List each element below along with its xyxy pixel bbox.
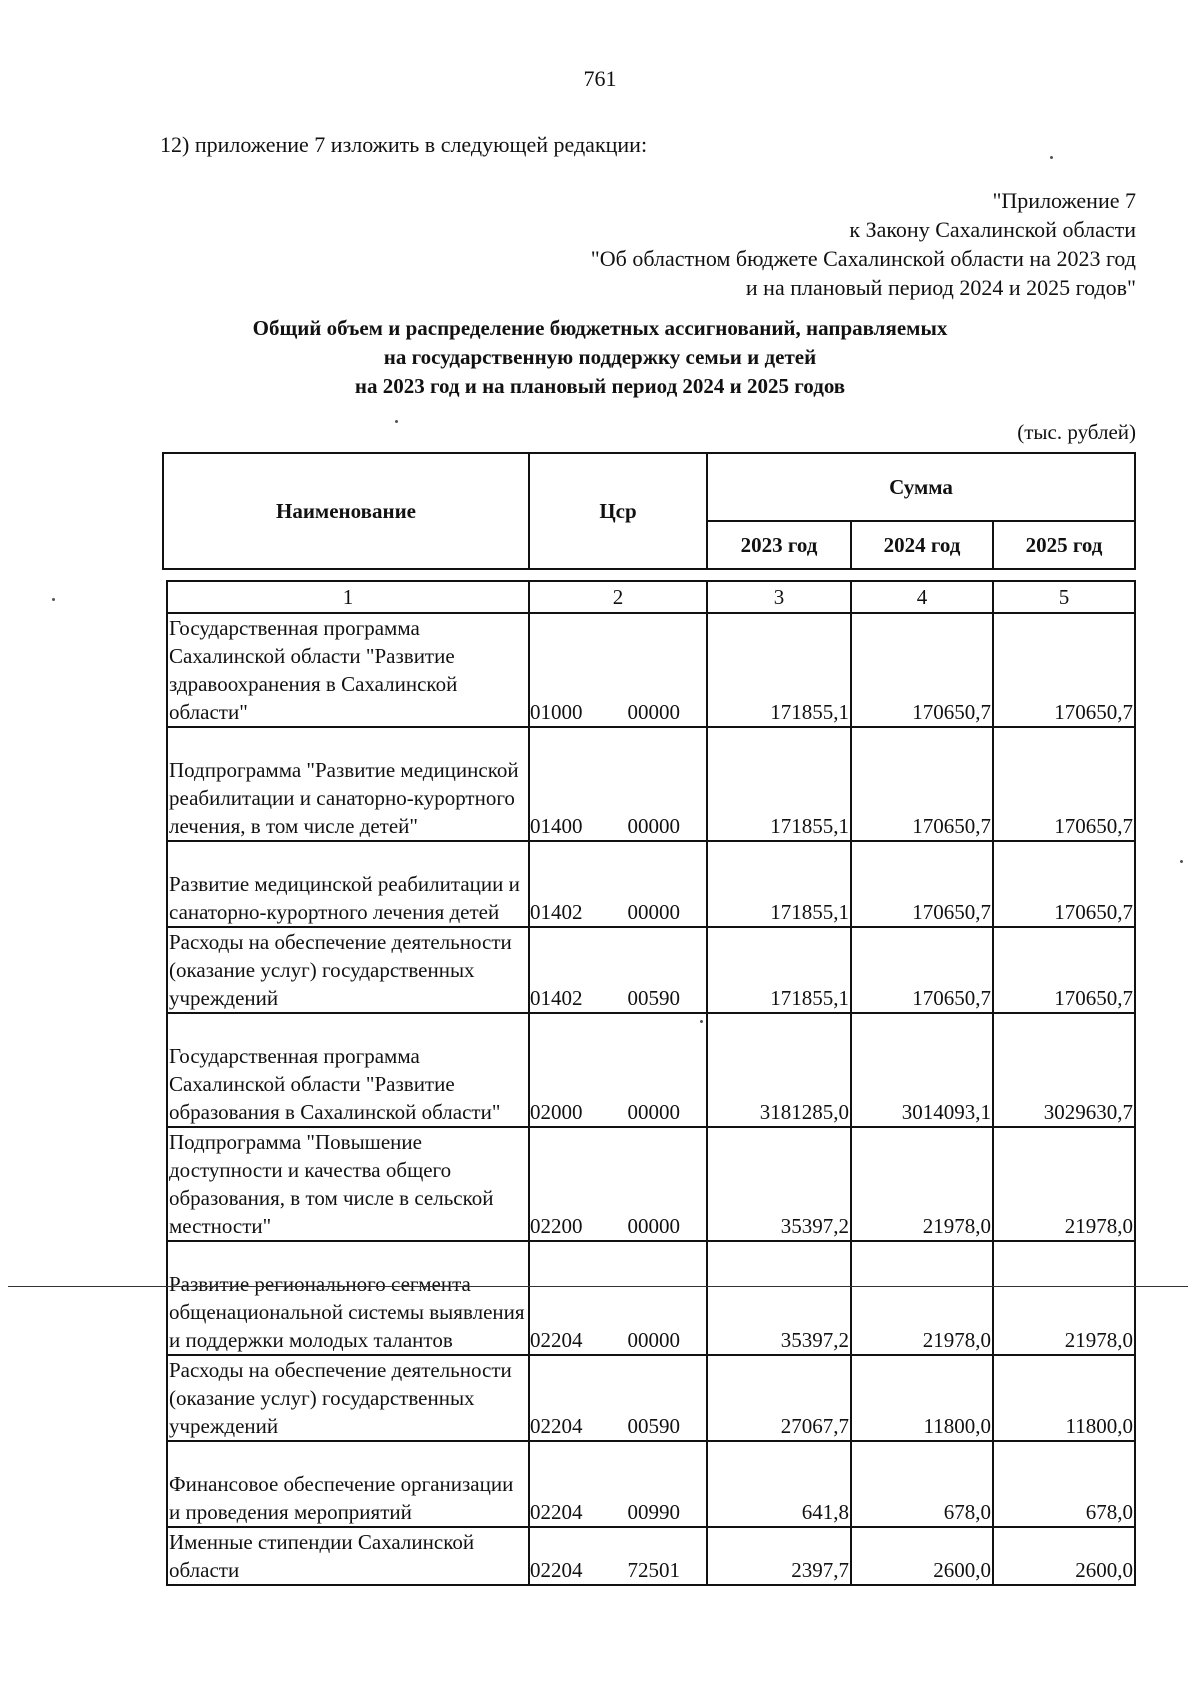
scan-speck [395, 420, 398, 423]
header-year-2025: 2025 год [993, 521, 1135, 569]
csr-program-code: 01402 [530, 986, 583, 1010]
scan-artifact-line [8, 1286, 1188, 1287]
table-row [167, 1127, 1135, 1241]
value-2025: 170650,7 [993, 841, 1135, 927]
value-2023: 3181285,0 [707, 1013, 851, 1127]
value-2025: 170650,7 [993, 927, 1135, 1013]
value-2024: 170650,7 [851, 613, 993, 727]
row-name: Государственная программа Сахалинской области "Развитие образования в Сахалинской области" [167, 1013, 529, 1127]
csr-direction-code: 00000 [627, 1214, 680, 1238]
value-2024: 11800,0 [851, 1355, 993, 1441]
appendix-line: "Приложение 7 [992, 188, 1136, 213]
csr-direction-code: 00000 [627, 814, 680, 838]
appendix-reference [436, 186, 1136, 302]
scan-speck [1050, 156, 1053, 159]
value-2023: 641,8 [707, 1441, 851, 1527]
table-row [167, 1355, 1135, 1441]
table-row [167, 1527, 1135, 1585]
row-name: Подпрограмма "Развитие медицинской реабилитации и санаторно-курортного лечения, в том числе детей" [167, 727, 529, 841]
budget-table [166, 580, 1136, 1586]
appendix-line: к Закону Сахалинской области [849, 217, 1136, 242]
value-2023: 171855,1 [707, 841, 851, 927]
csr-direction-code: 00000 [627, 900, 680, 924]
title-line: на 2023 год и на плановый период 2024 и 2025 годов [354, 374, 846, 398]
header-year-2024: 2024 год [851, 521, 993, 569]
value-2023: 171855,1 [707, 727, 851, 841]
table-row [167, 927, 1135, 1013]
value-2023: 171855,1 [707, 927, 851, 1013]
column-number: 5 [993, 581, 1135, 613]
appendix-line: "Об областном бюджете Сахалинской области на 2023 год [590, 246, 1136, 271]
page-number: 761 [583, 66, 617, 91]
value-2024: 678,0 [851, 1441, 993, 1527]
csr-program-code: 02204 [530, 1500, 583, 1524]
row-csr [529, 613, 707, 727]
csr-program-code: 01400 [530, 814, 583, 838]
csr-program-code: 02204 [530, 1558, 583, 1582]
row-name: Расходы на обеспечение деятельности (оказание услуг) государственных учреждений [167, 927, 529, 1013]
csr-direction-code: 72501 [627, 1558, 680, 1582]
appendix-line: и на плановый период 2024 и 2025 годов" [745, 275, 1136, 300]
header-csr: Цср [529, 453, 707, 569]
row-csr [529, 1241, 707, 1355]
scan-speck [52, 598, 55, 601]
csr-direction-code: 00000 [627, 1328, 680, 1352]
title-line: на государственную поддержку семьи и детей [383, 345, 817, 369]
column-number: 3 [707, 581, 851, 613]
table-row [167, 727, 1135, 841]
csr-direction-code: 00990 [627, 1500, 680, 1524]
value-2024: 170650,7 [851, 927, 993, 1013]
units-label: (тыс. рублей) [1017, 420, 1136, 444]
value-2024: 21978,0 [851, 1241, 993, 1355]
row-csr [529, 1013, 707, 1127]
document-title [120, 314, 1080, 401]
value-2025: 170650,7 [993, 613, 1135, 727]
value-2025: 11800,0 [993, 1355, 1135, 1441]
table-row [167, 1241, 1135, 1355]
row-csr [529, 1355, 707, 1441]
value-2024: 170650,7 [851, 727, 993, 841]
header-year-2023: 2023 год [707, 521, 851, 569]
value-2024: 21978,0 [851, 1127, 993, 1241]
row-name: Развитие регионального сегмента общенациональной системы выявления и поддержки молодых талантов [167, 1241, 529, 1355]
csr-program-code: 02204 [530, 1328, 583, 1352]
scan-speck [1180, 860, 1183, 863]
value-2025: 21978,0 [993, 1241, 1135, 1355]
table-header [162, 452, 1136, 570]
column-numbers-row [167, 581, 1135, 613]
value-2023: 2397,7 [707, 1527, 851, 1585]
value-2024: 170650,7 [851, 841, 993, 927]
row-name: Расходы на обеспечение деятельности (оказание услуг) государственных учреждений [167, 1355, 529, 1441]
value-2025: 170650,7 [993, 727, 1135, 841]
value-2025: 678,0 [993, 1441, 1135, 1527]
column-number: 4 [851, 581, 993, 613]
table-row [167, 1013, 1135, 1127]
row-name: Финансовое обеспечение организации и проведения мероприятий [167, 1441, 529, 1527]
row-csr [529, 1527, 707, 1585]
row-csr [529, 1441, 707, 1527]
value-2023: 35397,2 [707, 1127, 851, 1241]
table-row [167, 841, 1135, 927]
row-csr [529, 927, 707, 1013]
value-2024: 3014093,1 [851, 1013, 993, 1127]
csr-program-code: 01000 [530, 700, 583, 724]
row-name: Государственная программа Сахалинской области "Развитие здравоохранения в Сахалинской области" [167, 613, 529, 727]
row-csr [529, 1127, 707, 1241]
csr-direction-code: 00590 [627, 1414, 680, 1438]
value-2024: 2600,0 [851, 1527, 993, 1585]
csr-program-code: 02200 [530, 1214, 583, 1238]
header-name: Наименование [163, 453, 529, 569]
table-row [167, 1441, 1135, 1527]
value-2023: 35397,2 [707, 1241, 851, 1355]
row-csr [529, 727, 707, 841]
scan-speck [700, 1020, 703, 1023]
csr-program-code: 01402 [530, 900, 583, 924]
csr-program-code: 02204 [530, 1414, 583, 1438]
column-number: 2 [529, 581, 707, 613]
header-sum: Сумма [707, 453, 1135, 521]
row-name: Подпрограмма "Повышение доступности и качества общего образования, в том числе в сельской местности" [167, 1127, 529, 1241]
table-row [167, 613, 1135, 727]
csr-program-code: 02000 [530, 1100, 583, 1124]
csr-direction-code: 00000 [627, 700, 680, 724]
value-2025: 3029630,7 [993, 1013, 1135, 1127]
csr-direction-code: 00590 [627, 986, 680, 1010]
value-2025: 21978,0 [993, 1127, 1135, 1241]
column-number: 1 [167, 581, 529, 613]
row-csr [529, 841, 707, 927]
value-2023: 171855,1 [707, 613, 851, 727]
row-name: Именные стипендии Сахалинской области [167, 1527, 529, 1585]
title-line: Общий объем и распределение бюджетных ассигнований, направляемых [252, 316, 948, 340]
csr-direction-code: 00000 [627, 1100, 680, 1124]
value-2023: 27067,7 [707, 1355, 851, 1441]
value-2025: 2600,0 [993, 1527, 1135, 1585]
intro-text: 12) приложение 7 изложить в следующей редакции: [160, 132, 648, 157]
row-name: Развитие медицинской реабилитации и санаторно-курортного лечения детей [167, 841, 529, 927]
